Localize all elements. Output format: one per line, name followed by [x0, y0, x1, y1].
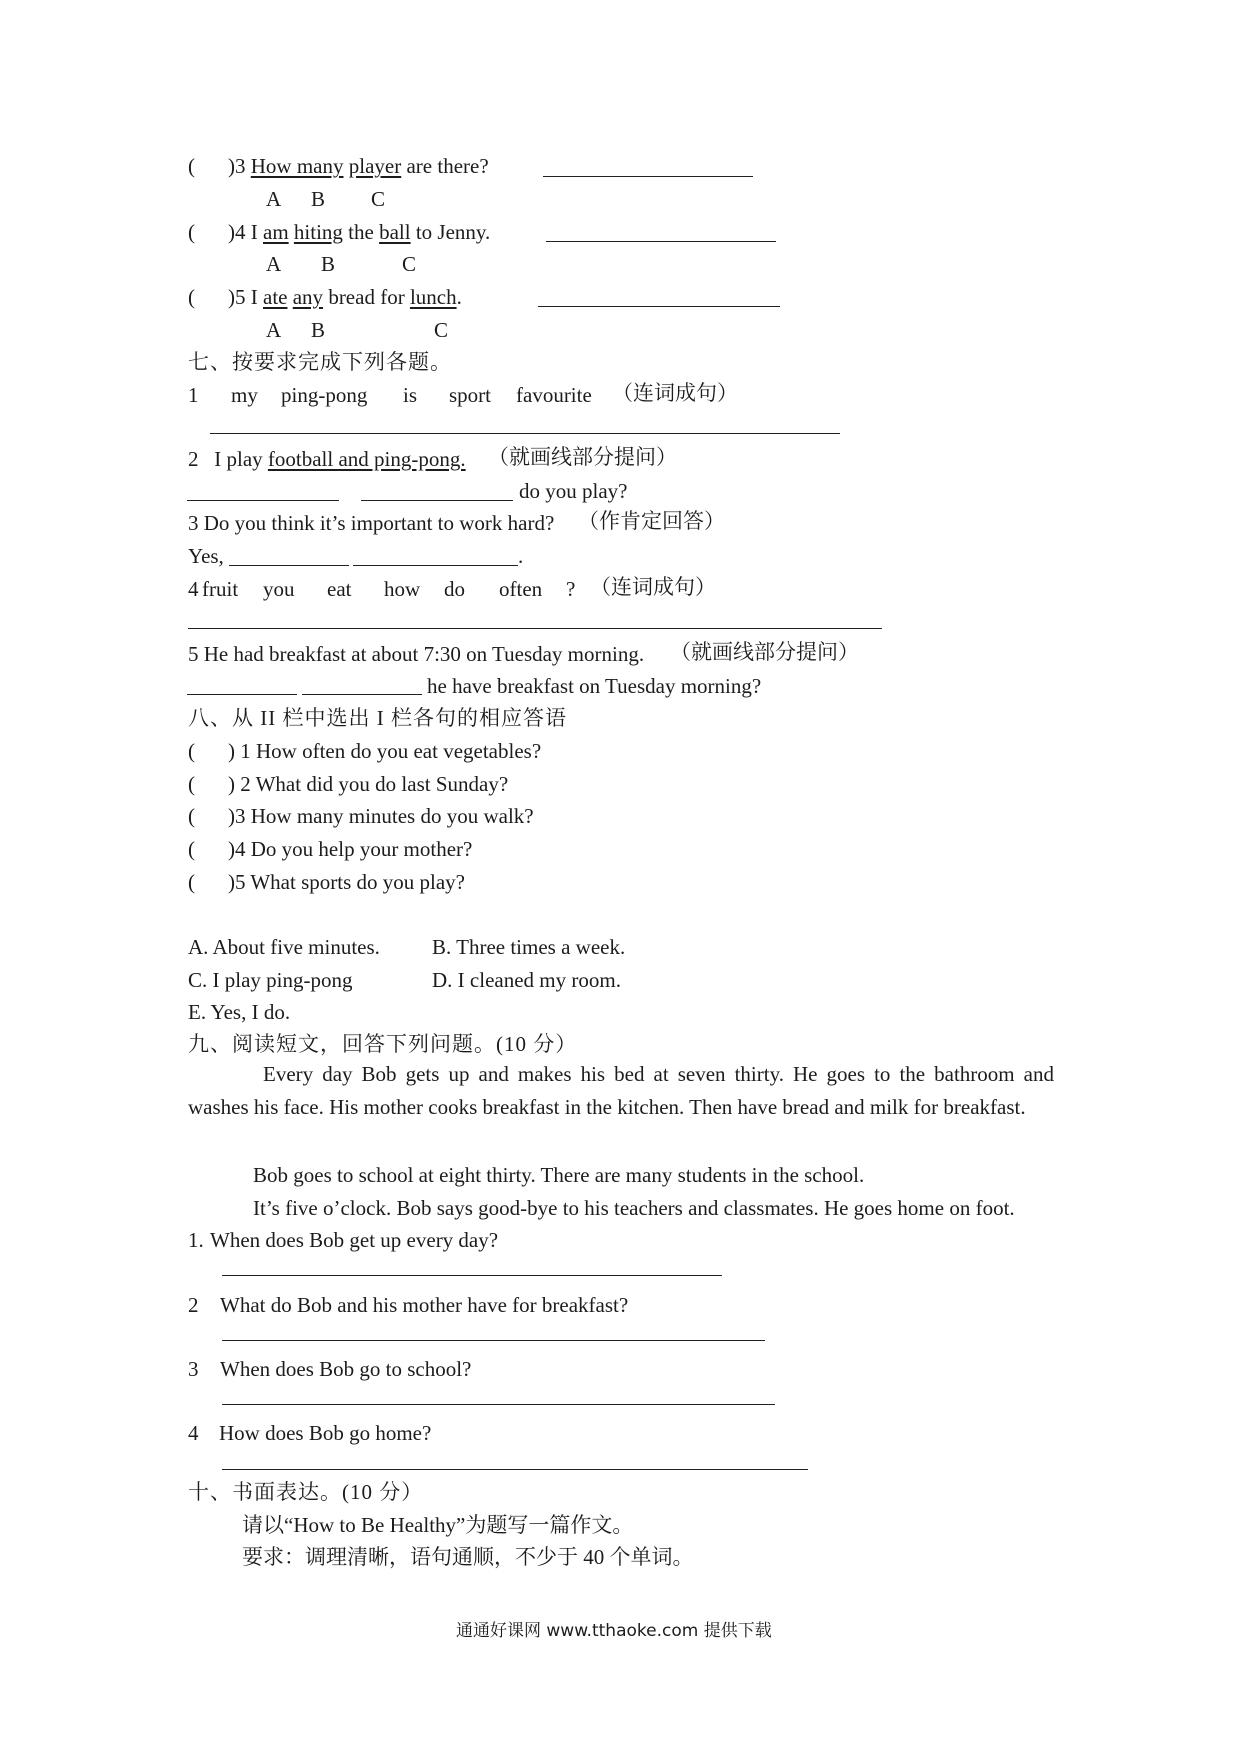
q3-answer-blank[interactable] — [543, 176, 753, 177]
s8-item-paren: ( — [188, 804, 195, 828]
q5-answer-blank[interactable] — [538, 306, 780, 307]
s7-q4-word: you — [263, 577, 295, 601]
writing-requirements: 要求：调理清晰，语句通顺，不少于 40 个单词。 — [242, 1545, 694, 1569]
s7-q2-hint: （就画线部分提问） — [488, 445, 677, 469]
q5-underline-c: lunch — [409, 285, 457, 309]
q3-underline-a: How many — [250, 154, 344, 178]
s7-q5-blank-2[interactable] — [302, 694, 422, 695]
s7-q3-blank-1[interactable] — [229, 565, 349, 566]
q5-option-a: A — [266, 318, 282, 342]
s7-q1-word: ping-pong — [281, 383, 368, 407]
s7-q3-blank-2[interactable] — [353, 565, 518, 566]
q4-option-a: A — [266, 252, 282, 276]
s7-q4-word: how — [384, 577, 421, 601]
s9-q1-num: 1. — [188, 1228, 204, 1252]
s8-item: )4 Do you help your mother? — [228, 837, 473, 861]
s9-q2-text: What do Bob and his mother have for breakfast? — [220, 1293, 629, 1317]
s7-q5-tail: he have breakfast on Tuesday morning? — [427, 674, 762, 698]
s7-q2-line: 2 I play football and ping-pong. — [188, 447, 466, 471]
s7-q4-word: do — [444, 577, 465, 601]
s7-q1-word: favourite — [516, 383, 592, 407]
q4-paren: ( — [188, 220, 195, 244]
s7-q1-hint: （连词成句） — [612, 381, 738, 405]
reading-paragraph-2: Bob goes to school at eight thirty. There are many students in the school. — [253, 1163, 865, 1187]
s7-q4-word: eat — [327, 577, 352, 601]
q5-option-c: C — [434, 318, 449, 342]
q4-line: )4 I am hiting the ball to Jenny. — [228, 220, 491, 244]
s8-answer-b: B. Three times a week. — [432, 935, 626, 959]
q4-underline-b: hiting — [293, 220, 343, 244]
s7-q2-underlined: football and ping-pong. — [267, 447, 466, 471]
s8-answer-a: A. About five minutes. — [188, 935, 380, 959]
q3-option-b: B — [311, 187, 326, 211]
q3-paren: ( — [188, 154, 195, 178]
s9-q2-answer-blank[interactable] — [222, 1340, 765, 1341]
section-10-title: 十、书面表达。(10 分） — [188, 1480, 424, 1504]
s7-q5-text: 5 He had breakfast at about 7:30 on Tuesday morning. — [188, 642, 645, 666]
q3-underline-b: player — [348, 154, 402, 178]
s9-q4-answer-blank[interactable] — [222, 1469, 808, 1470]
section-9-title: 九、阅读短文，回答下列问题。(10 分） — [188, 1032, 578, 1056]
q3-option-c: C — [371, 187, 386, 211]
s9-q1-answer-blank[interactable] — [222, 1275, 722, 1276]
q5-paren: ( — [188, 285, 195, 309]
q3-line: )3 How many player are there? — [228, 154, 489, 178]
s9-q4-text: How does Bob go home? — [219, 1421, 432, 1445]
s7-q4-word: often — [499, 577, 543, 601]
q4-underline-c: ball — [379, 220, 411, 244]
q5-underline-b: any — [292, 285, 324, 309]
s9-q2-num: 2 — [188, 1293, 199, 1317]
s7-q5-hint: （就画线部分提问） — [670, 640, 859, 664]
s8-item-paren: ( — [188, 837, 195, 861]
s7-q1-answer-blank[interactable] — [210, 433, 840, 434]
s7-q4-word: fruit — [202, 577, 239, 601]
s8-item: )5 What sports do you play? — [228, 870, 465, 894]
reading-paragraph-1: Every day Bob gets up and makes his bed at seven thirty. He goes to the bathroom and washes his face. His mother cooks breakfast in the kitchen. Then have bread and milk for breakfast. — [188, 1062, 1054, 1119]
q4-option-b: B — [321, 252, 336, 276]
s9-q1-text: When does Bob get up every day? — [210, 1228, 499, 1252]
s8-answer-e: E. Yes, I do. — [188, 1000, 291, 1024]
s7-q2-blank-1[interactable] — [187, 500, 339, 501]
s9-q3-answer-blank[interactable] — [222, 1404, 775, 1405]
s8-item: ) 2 What did you do last Sunday? — [228, 772, 509, 796]
reading-paragraph-3: It’s five o’clock. Bob says good-bye to his teachers and classmates. He goes home on foot. — [253, 1196, 1015, 1220]
q4-answer-blank[interactable] — [546, 241, 776, 242]
q5-underline-a: ate — [263, 285, 288, 309]
s7-q5-blank-1[interactable] — [187, 694, 297, 695]
q5-option-b: B — [311, 318, 326, 342]
s7-q3-hint: （作肯定回答） — [578, 509, 725, 533]
s7-q1-word: sport — [449, 383, 491, 407]
s7-q3-yes: Yes, — [188, 544, 224, 568]
s7-q2-blank-2[interactable] — [361, 500, 513, 501]
section-7-title: 七、按要求完成下列各题。 — [188, 350, 452, 374]
s8-item-paren: ( — [188, 739, 195, 763]
s7-q3-text: 3 Do you think it’s important to work hard? — [188, 511, 555, 535]
page-footer: 通通好课网 www.tthaoke.com 提供下载 — [456, 1621, 772, 1641]
s8-item-paren: ( — [188, 870, 195, 894]
q5-line: )5 I ate any bread for lunch. — [228, 285, 462, 309]
s8-item: ) 1 How often do you eat vegetables? — [228, 739, 542, 763]
s7-q4-num: 4 — [188, 577, 199, 601]
s8-answer-c: C. I play ping-pong — [188, 968, 353, 992]
s7-q4-answer-blank[interactable] — [188, 628, 882, 629]
s8-item: )3 How many minutes do you walk? — [228, 804, 534, 828]
s7-q1-num: 1 — [188, 383, 199, 407]
s9-q4-num: 4 — [188, 1421, 199, 1445]
writing-prompt: 请以“How to Be Healthy”为题写一篇作文。 — [242, 1513, 634, 1537]
s7-q1-word: is — [403, 383, 418, 407]
s9-q3-text: When does Bob go to school? — [220, 1357, 472, 1381]
s7-q1-word: my — [231, 383, 258, 407]
s7-q4-hint: （连词成句） — [590, 575, 716, 599]
s7-q3-period: . — [518, 544, 524, 568]
s7-q4-word: ? — [566, 577, 576, 601]
s8-answer-d: D. I cleaned my room. — [432, 968, 621, 992]
s8-item-paren: ( — [188, 772, 195, 796]
q4-underline-a: am — [263, 220, 289, 244]
q3-option-a: A — [266, 187, 282, 211]
section-8-title: 八、从 II 栏中选出 I 栏各句的相应答语 — [188, 706, 567, 730]
q4-option-c: C — [402, 252, 417, 276]
s7-q2-tail: do you play? — [519, 479, 628, 503]
s9-q3-num: 3 — [188, 1357, 199, 1381]
